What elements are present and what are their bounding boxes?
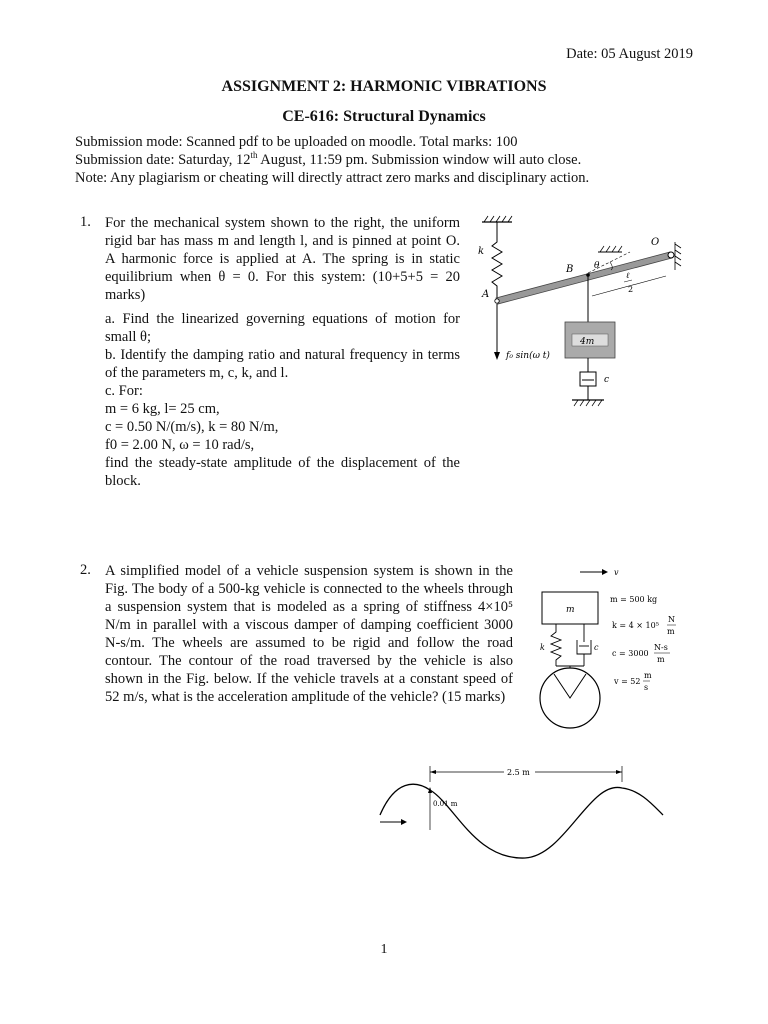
q2-label-c: c — [594, 643, 599, 652]
q1-text — [105, 214, 460, 490]
q2-eq-k: k = 4 × 10⁵ — [612, 621, 659, 630]
q2-eq-c: c = 3000 — [612, 649, 649, 658]
q1-label-l-over-2-num: ℓ — [626, 271, 630, 280]
q1-find: find the steady-state amplitude of the displacement of the block. — [105, 455, 460, 489]
q1-intro: For the mechanical system shown to the right, the uniform rigid bar has mass m and length l, and is pinned at point O. A harmonic force is applied at A. The spring is in static equilibrium when θ = 0. For this system: (10+5+5 = 20 marks) — [105, 215, 460, 303]
q1-params-1: m = 6 kg, l= 25 cm, — [105, 401, 220, 417]
q2-number: 2. — [80, 562, 91, 578]
q2-text: A simplified model of a vehicle suspension system is shown in the Fig. The body of a 500-kg vehicle is connected to the wheels through a suspension system that is modeled as a spring of stiffness 4×10⁵ N/m in parallel with a viscous damper of damping coefficient 3000 N-s/m. The wheels are assumed to be rigid and follow the road contour. The contour of the road traversed by the vehicle is also shown in the Fig. below. If the vehicle travels at a constant speed of 52 m/s, what is the acceleration amplitude of the vehicle? (15 marks) — [105, 563, 513, 705]
q2-label-k: k — [540, 643, 545, 652]
q2-eq-m: m = 500 kg — [610, 595, 658, 604]
assignment-title: ASSIGNMENT 2: HARMONIC VIBRATIONS — [221, 78, 547, 95]
q1-part-a: a. Find the linearized governing equations of motion for small θ; — [105, 311, 460, 345]
q1-label-A: A — [482, 289, 490, 300]
q1-mechanical-diagram — [470, 212, 690, 412]
plagiarism-note: Note: Any plagiarism or cheating will directly attract zero marks and disciplinary action. — [75, 170, 590, 186]
page-number: 1 — [380, 942, 388, 957]
q2-eq-k-unit-num: N — [668, 615, 675, 624]
q2-vehicle-suspension-diagram — [530, 566, 700, 748]
q2-eq-v-unit-den: s — [644, 683, 649, 692]
submission-date: Submission date: Saturday, 12th August, 11:59 pm. Submission window will auto close. — [75, 150, 582, 168]
q1-part-c: c. For: — [105, 383, 143, 399]
q2-eq-v: v = 52 — [614, 677, 641, 686]
course-title: CE-616: Structural Dynamics — [282, 108, 486, 125]
q1-label-k: k — [478, 246, 485, 257]
q2-road-profile-diagram — [375, 760, 665, 870]
q1-part-b: b. Identify the damping ratio and natural frequency in terms of the parameters m, c, k, and l. — [105, 347, 460, 381]
q2-eq-v-unit-num: m — [644, 671, 652, 680]
q1-label-theta: θ — [594, 261, 600, 271]
q2-eq-c-unit-num: N-s — [654, 643, 668, 652]
q2-eq-k-unit-den: m — [667, 627, 675, 636]
q1-label-l-over-2-den: 2 — [628, 285, 634, 294]
document-date: Date: 05 August 2019 — [566, 46, 693, 62]
q2-road-wavelength-label: 2.5 m — [507, 768, 530, 777]
q1-label-c: c — [604, 375, 610, 385]
q2-label-m: m — [566, 605, 575, 615]
q1-params-2: c = 0.50 N/(m/s), k = 80 N/m, — [105, 419, 279, 435]
q1-label-B: B — [566, 264, 574, 275]
q1-params-3: f0 = 2.00 N, ω = 10 rad/s, — [105, 437, 255, 453]
q1-number: 1. — [80, 214, 91, 230]
q1-label-mass: 4m — [580, 337, 595, 347]
q1-label-O: O — [651, 237, 660, 248]
q1-label-force: f₀ sin(ω t) — [506, 351, 550, 361]
q2-road-amplitude-label: 0.01 m — [433, 800, 458, 808]
submission-mode: Submission mode: Scanned pdf to be uploaded on moodle. Total marks: 100 — [75, 134, 518, 150]
q2-label-v: v — [614, 568, 619, 577]
q2-eq-c-unit-den: m — [657, 655, 665, 664]
